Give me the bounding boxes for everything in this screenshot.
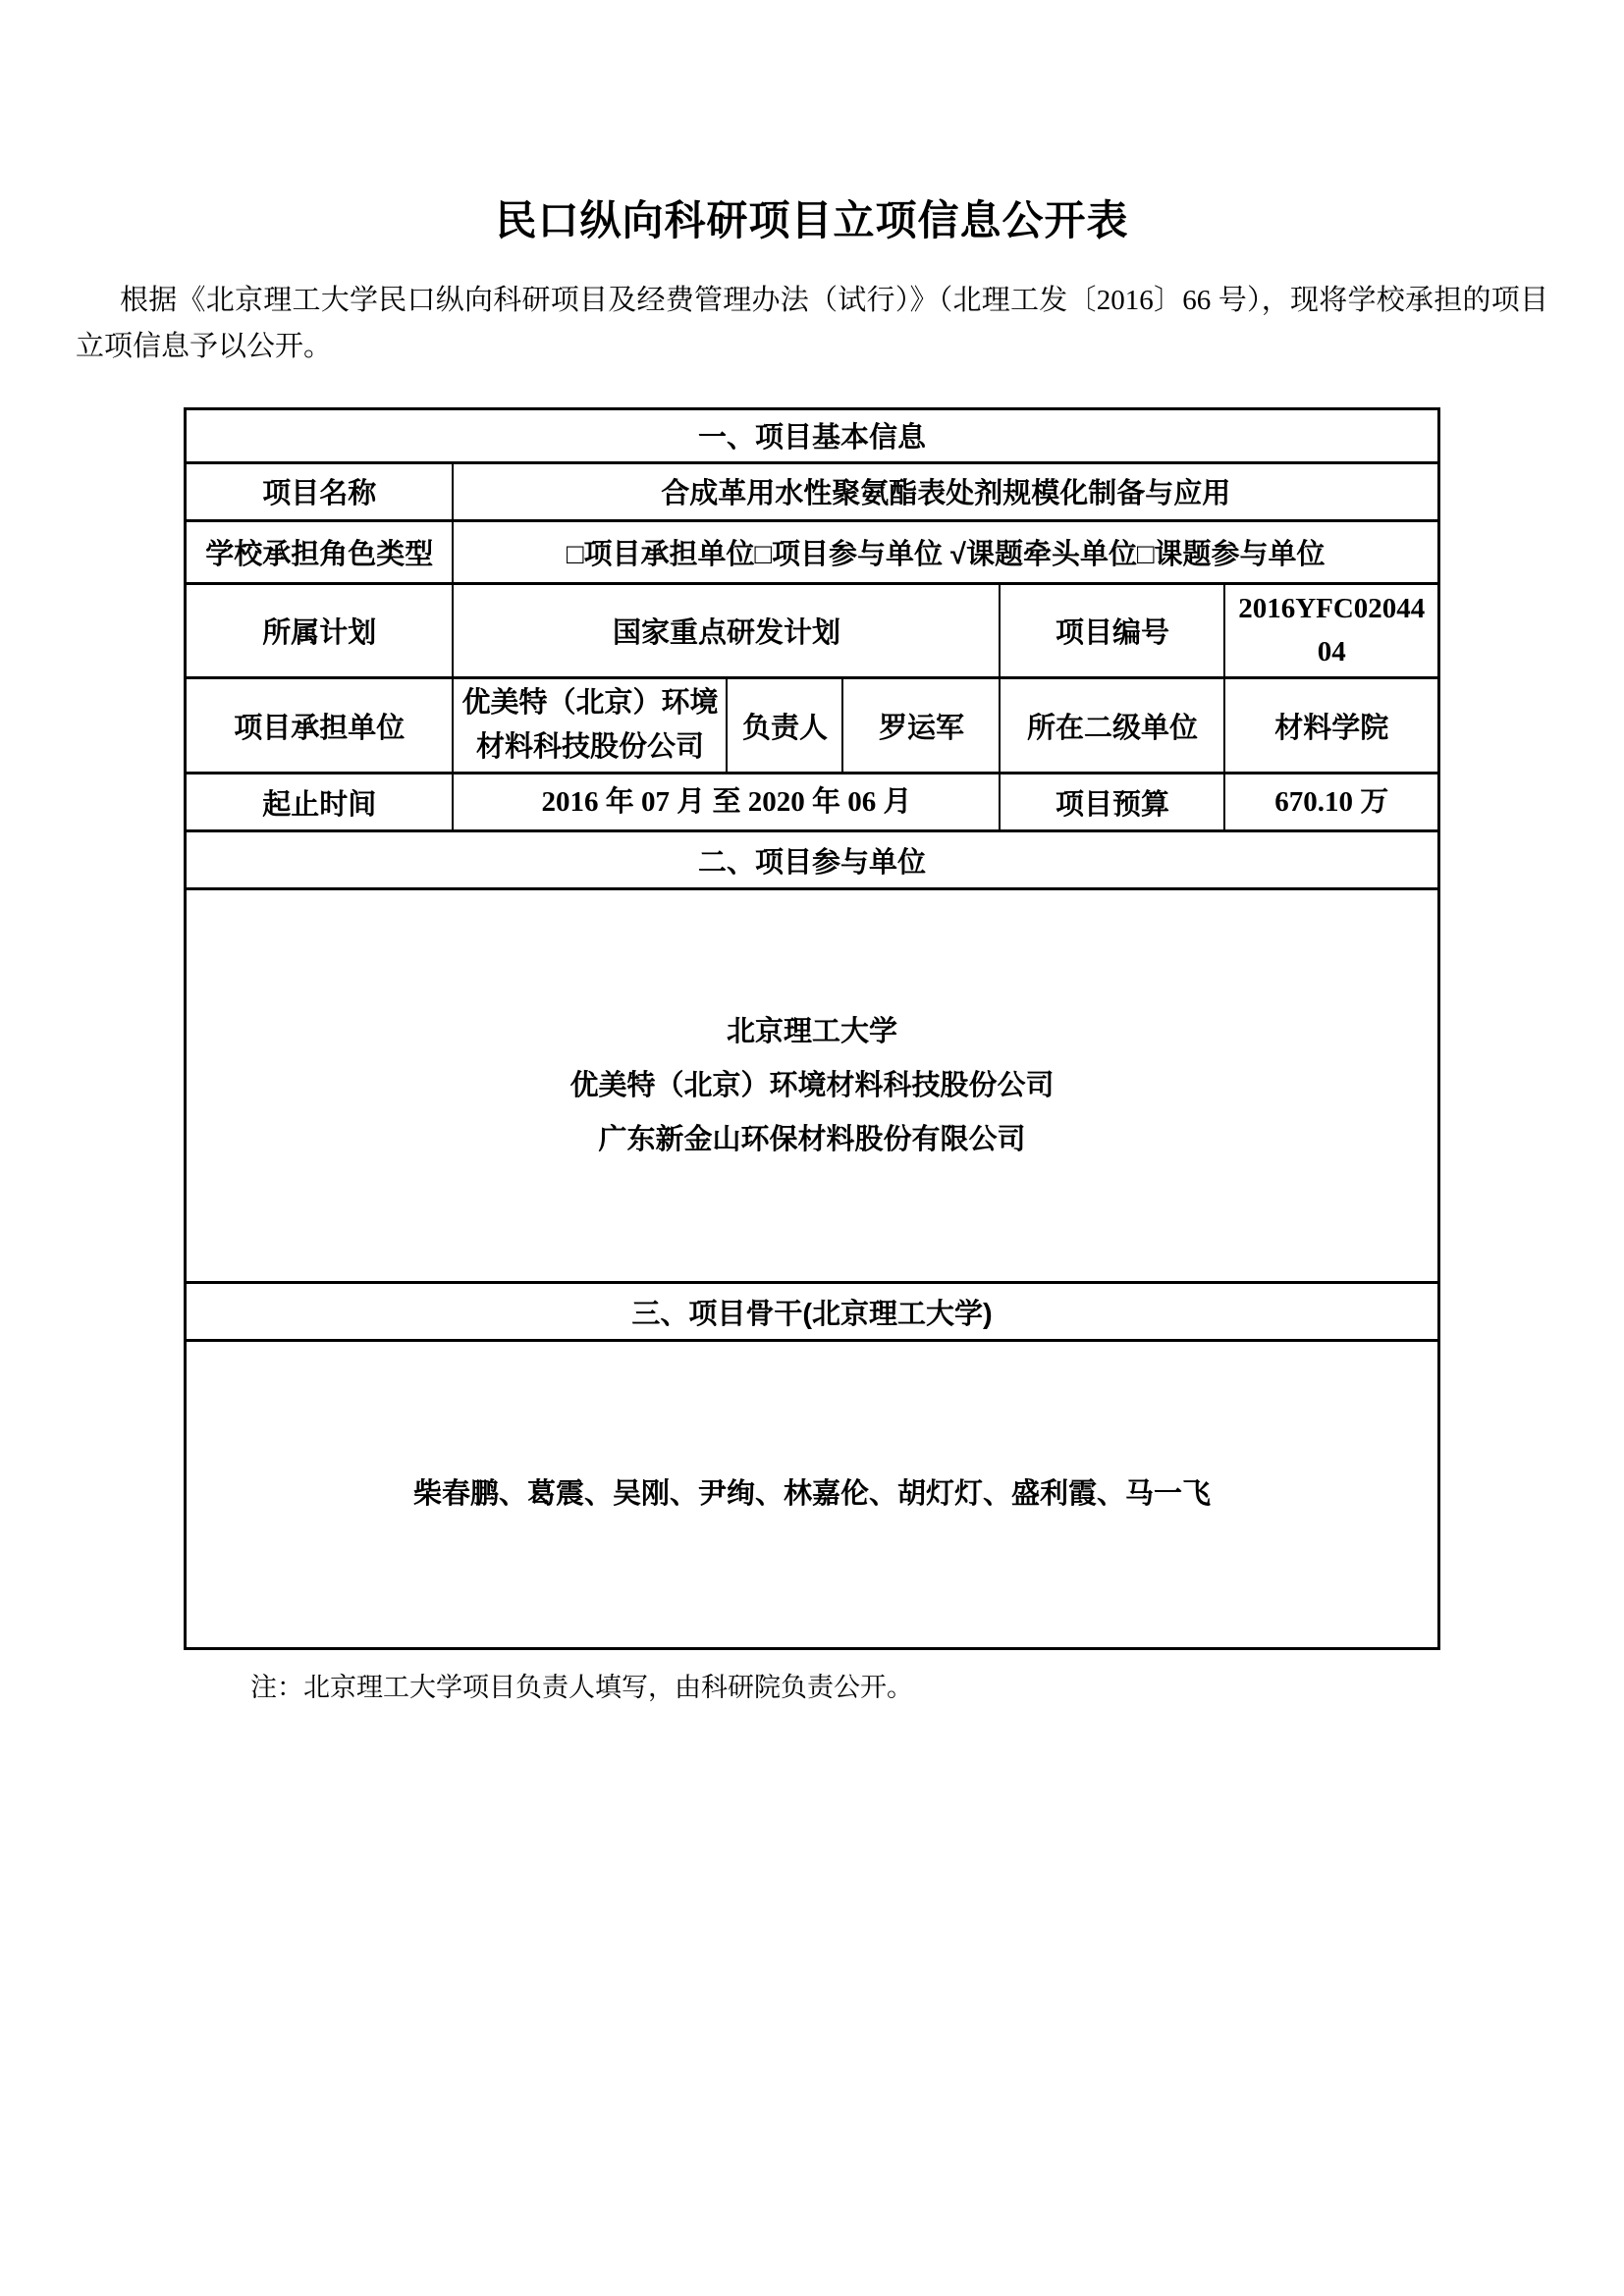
undertaker-value: 优美特（北京）环境材料科技股份公司	[453, 678, 727, 774]
section2-title: 二、项目参与单位	[185, 831, 1438, 889]
project-no-value: 2016YFC0204404	[1224, 583, 1438, 678]
undertaker-label: 项目承担单位	[185, 678, 453, 774]
section1-title: 一、项目基本信息	[185, 408, 1438, 462]
project-no-label: 项目编号	[1000, 583, 1224, 678]
section3-header-row	[185, 1283, 1438, 1341]
budget-label: 项目预算	[1000, 774, 1224, 831]
secondary-unit-label: 所在二级单位	[1000, 678, 1224, 774]
role-type-row	[185, 520, 1438, 583]
plan-value: 国家重点研发计划	[453, 583, 1000, 678]
project-info-table	[184, 407, 1440, 1651]
backbone-members: 柴春鹏、葛震、吴刚、尹绚、林嘉伦、胡灯灯、盛利霞、马一飞	[185, 1341, 1438, 1649]
section3-title: 三、项目骨干(北京理工大学)	[185, 1283, 1438, 1341]
budget-value: 670.10 万	[1224, 774, 1438, 831]
page-title: 民口纵向科研项目立项信息公开表	[495, 197, 1129, 243]
leader-value: 罗运军	[842, 678, 1000, 774]
plan-label: 所属计划	[185, 583, 453, 678]
section2-header-row	[185, 831, 1438, 889]
participants-row	[185, 889, 1438, 1283]
project-name-label: 项目名称	[185, 462, 453, 520]
project-name-value: 合成革用水性聚氨酯表处剂规模化制备与应用	[453, 462, 1438, 520]
plan-row	[185, 583, 1438, 678]
participant-item: 北京理工大学	[726, 1015, 897, 1047]
footnote: 注：北京理工大学项目负责人填写，由科研院负责公开。	[250, 1673, 913, 1703]
duration-label: 起止时间	[185, 774, 453, 831]
intro-paragraph: 根据《北京理工大学民口纵向科研项目及经费管理办法（试行）》（北理工发〔2016〕66 号），现将学校承担的项目立项信息予以公开。	[76, 284, 1548, 362]
role-type-label: 学校承担角色类型	[185, 520, 453, 583]
section1-header-row	[185, 408, 1438, 462]
role-type-checkboxes: □项目承担单位□项目参与单位 √课题牵头单位□课题参与单位	[453, 520, 1438, 583]
leader-label: 负责人	[727, 678, 842, 774]
secondary-unit-value: 材料学院	[1224, 678, 1438, 774]
project-name-row	[185, 462, 1438, 520]
duration-value: 2016 年 07 月 至 2020 年 06 月	[453, 774, 1000, 831]
participant-item: 广东新金山环保材料股份有限公司	[598, 1123, 1026, 1155]
duration-row	[185, 774, 1438, 831]
participants-cell	[185, 889, 1438, 1283]
undertaker-row	[185, 678, 1438, 774]
participant-item: 优美特（北京）环境材料科技股份公司	[569, 1069, 1055, 1101]
backbone-row	[185, 1341, 1438, 1649]
